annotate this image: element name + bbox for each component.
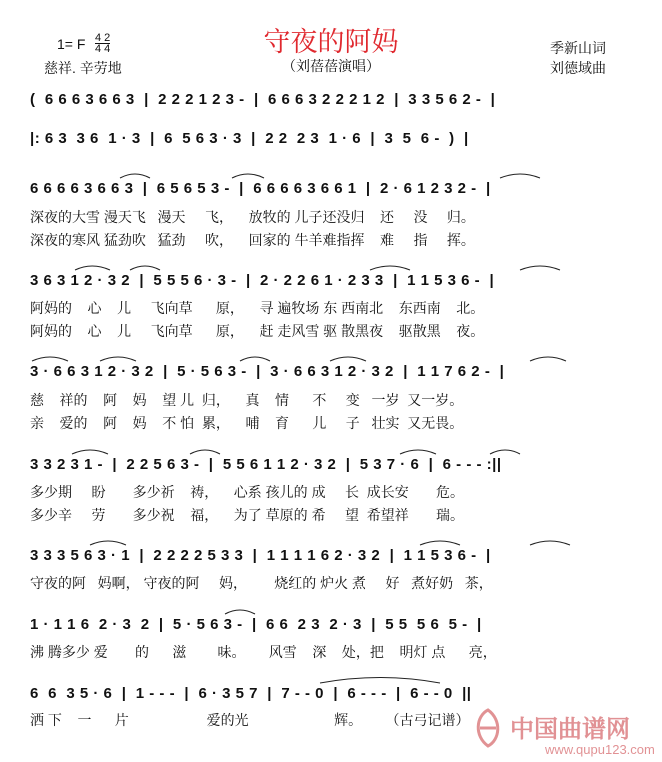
slur-mark bbox=[32, 357, 68, 361]
notation-line-7: 3 3 3 5 6 3 · 1 | 2 2 2 2 5 3 3 | 1 1 1 1 6 2 · 3 2 | 1 1 5 3 6 - | bbox=[30, 547, 491, 564]
watermark-logo-icon bbox=[470, 706, 506, 750]
lyric-line-6a: 多少期 盼 多少祈 祷， 心系 孩儿的 成 长 成长安 危。 bbox=[30, 484, 465, 500]
slur-mark bbox=[100, 357, 136, 361]
notation-line-9: 6 6 3 5 · 6 | 1 - - - | 6 · 3 5 7 | 7 - - 0 | 6 - - - | 6 - - 0 || bbox=[30, 685, 472, 702]
lyric-line-3a: 深夜的大雪 漫天飞 漫天 飞， 放牧的 儿子还没归 还 没 归。 bbox=[30, 209, 475, 225]
lyric-line-5a: 慈 祥的 阿 妈 望 儿 归， 真 情 不 变 一岁 又一岁。 bbox=[30, 392, 464, 408]
watermark-text: 中国曲谱网 bbox=[510, 716, 630, 743]
slur-mark bbox=[190, 450, 220, 454]
slur-mark bbox=[500, 174, 540, 178]
lyric-line-5b: 亲 爱的 阿 妈 不 怕 累， 哺 育 儿 子 壮实 又无畏。 bbox=[30, 415, 464, 431]
slur-mark bbox=[400, 450, 436, 454]
expression-mark: 慈祥. 辛劳地 bbox=[44, 60, 122, 76]
lyricist-credit: 季新山词 bbox=[550, 40, 606, 56]
slur-mark bbox=[490, 450, 520, 454]
slur-mark bbox=[225, 610, 255, 614]
slur-mark bbox=[370, 266, 410, 270]
slur-mark bbox=[75, 266, 110, 270]
lyric-line-6b: 多少辛 劳 多少祝 福， 为了 草原的 希 望 希望祥 瑞。 bbox=[30, 507, 465, 523]
lyric-line-8a: 沸 腾多少 爱 的 滋 味。 风雪 深 处，把 明灯 点 亮， bbox=[30, 644, 497, 660]
lyric-line-7a: 守夜的阿 妈啊， 守夜的阿 妈， 烧红的 炉火 煮 好 煮好奶 茶， bbox=[30, 575, 493, 591]
slur-mark bbox=[420, 541, 460, 545]
slur-mark bbox=[530, 357, 566, 361]
singer-credit: （刘蓓蓓演唱） bbox=[282, 58, 380, 74]
slur-mark bbox=[90, 541, 126, 545]
slur-mark bbox=[130, 266, 160, 270]
notation-line-6: 3 3 2 3 1 - | 2 2 5 6 3 - | 5 5 6 1 1 2 · 3 2 | 5 3 7 · 6 | 6 - - - :|| bbox=[30, 456, 502, 473]
lyric-line-3b: 深夜的寒风 猛劲吹 猛劲 吹， 回家的 牛羊难指挥 难 指 挥。 bbox=[30, 232, 475, 248]
slur-mark bbox=[330, 357, 366, 361]
slur-mark bbox=[320, 678, 440, 684]
notation-line-1: ( 6 6 6 3 6 6 3 | 2 2 2 1 2 3 - | 6 6 6 3 2 2 2 1 2 | 3 3 5 6 2 - | bbox=[30, 91, 496, 108]
watermark-url: www.qupu123.com bbox=[545, 742, 655, 757]
slur-mark bbox=[530, 541, 570, 545]
lyric-line-4a: 阿妈的 心 儿 飞向草 原， 寻 遍牧场 东 西南北 东西南 北。 bbox=[30, 300, 485, 316]
notation-line-3: 6 6 6 6 3 6 6 3 | 6 5 6 5 3 - | 6 6 6 6 3 6 6 1 | 2 · 6 1 2 3 2 - | bbox=[30, 180, 491, 197]
slur-mark bbox=[520, 266, 560, 270]
lyric-line-4b: 阿妈的 心 儿 飞向草 原， 赶 走风雪 驱 散黑夜 驱散黑 夜。 bbox=[30, 323, 485, 339]
slur-mark bbox=[120, 174, 150, 178]
notation-line-5: 3 · 6 6 3 1 2 · 3 2 | 5 · 5 6 3 - | 3 · 6 6 3 1 2 · 3 2 | 1 1 7 6 2 - | bbox=[30, 363, 505, 380]
key-signature: 1= F bbox=[57, 36, 86, 52]
slur-mark bbox=[72, 450, 108, 454]
slur-mark bbox=[240, 357, 270, 361]
lyric-line-9a: 洒 下 一 片 爱的光 辉。 （古弓记谱） bbox=[30, 712, 470, 728]
notation-line-4: 3 6 3 1 2 · 3 2 | 5 5 5 6 · 3 - | 2 · 2 2 6 1 · 2 3 3 | 1 1 5 3 6 - | bbox=[30, 272, 495, 289]
time-signature-top: 4 2 bbox=[95, 32, 111, 44]
composer-credit: 刘德域曲 bbox=[550, 60, 606, 76]
slur-mark bbox=[232, 174, 264, 178]
time-signature-bottom: 4 4 bbox=[95, 43, 111, 55]
song-title: 守夜的阿妈 bbox=[263, 27, 399, 57]
notation-line-2: |: 6 3 3 6 1 · 3 | 6 5 6 3 · 3 | 2 2 2 3 1 · 6 | 3 5 6 - ) | bbox=[30, 130, 469, 147]
notation-line-8: 1 · 1 1 6 2 · 3 2 | 5 · 5 6 3 - | 6 6 2 3 2 · 3 | 5 5 5 6 5 - | bbox=[30, 616, 482, 633]
